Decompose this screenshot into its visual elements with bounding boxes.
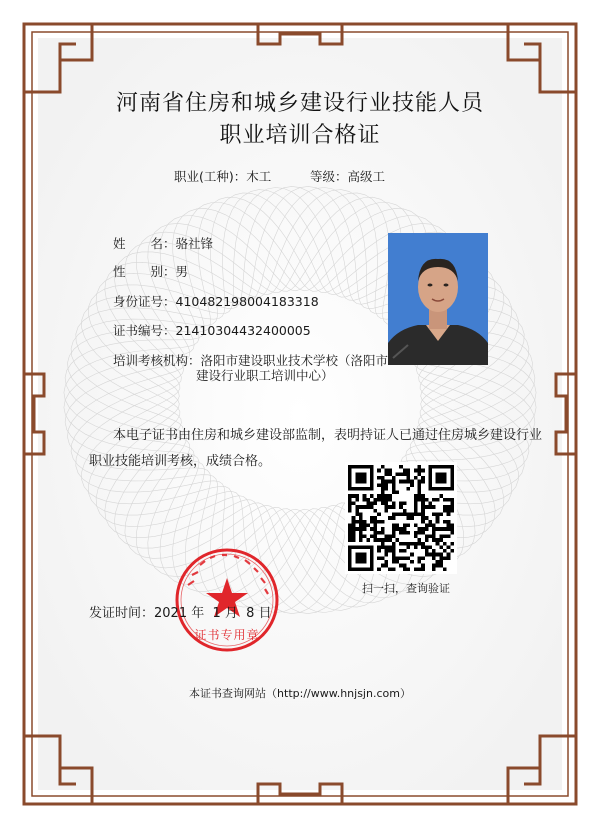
- verification-qr-code[interactable]: [348, 465, 454, 571]
- statement-line1: 本电子证书由住房和城乡建设部监制，表明持证人已通过住房城乡建设行业: [113, 428, 543, 443]
- training-org-label: 培训考核机构：: [113, 353, 201, 368]
- certificate-title-line2: 职业培训合格证: [219, 123, 381, 148]
- training-org-value: 洛阳市建设职业技术学校（洛阳市: [200, 353, 389, 368]
- issue-date-row: [89, 602, 272, 621]
- grade-value: 高级工: [347, 169, 386, 184]
- grade-row: [310, 167, 385, 185]
- occupation-row: [174, 167, 271, 185]
- name-value: 骆社锋: [175, 236, 214, 251]
- name-label: 姓 名：: [113, 236, 176, 251]
- occupation-label: 职业(工种)：: [174, 169, 247, 184]
- issue-date-value: 2021 年 1 月 8 日: [154, 606, 272, 621]
- occupation-value: 木工: [246, 169, 272, 184]
- certificate-number-row: [113, 321, 311, 339]
- statement-line2: 职业技能培训考核，成绩合格。: [89, 454, 272, 469]
- certificate-title-line1: 河南省住房和城乡建设行业技能人员: [115, 91, 484, 116]
- id-number-value: 410482198004183318: [175, 294, 319, 309]
- verification-website: 本证书查询网站（http://www.hnjsjn.com）: [189, 687, 411, 700]
- grade-label: 等级：: [310, 169, 348, 184]
- name-row: [113, 234, 213, 252]
- certificate-number-value: 21410304432400005: [175, 323, 311, 338]
- qr-caption: 扫一扫，查询验证: [362, 582, 450, 595]
- gender-value: 男: [175, 264, 189, 279]
- gender-label: 性 别：: [113, 264, 176, 279]
- holder-photo: [388, 233, 488, 365]
- certificate-number-label: 证书编号：: [113, 323, 176, 338]
- training-org-value-line2: 建设行业职工培训中心）: [196, 368, 334, 383]
- seal-text: 证书专用章: [194, 628, 260, 642]
- id-number-label: 身份证号：: [113, 294, 176, 309]
- official-seal: [172, 545, 282, 655]
- gender-row: [113, 262, 188, 280]
- issue-date-label: 发证时间：: [89, 606, 155, 621]
- id-number-row: [113, 292, 319, 310]
